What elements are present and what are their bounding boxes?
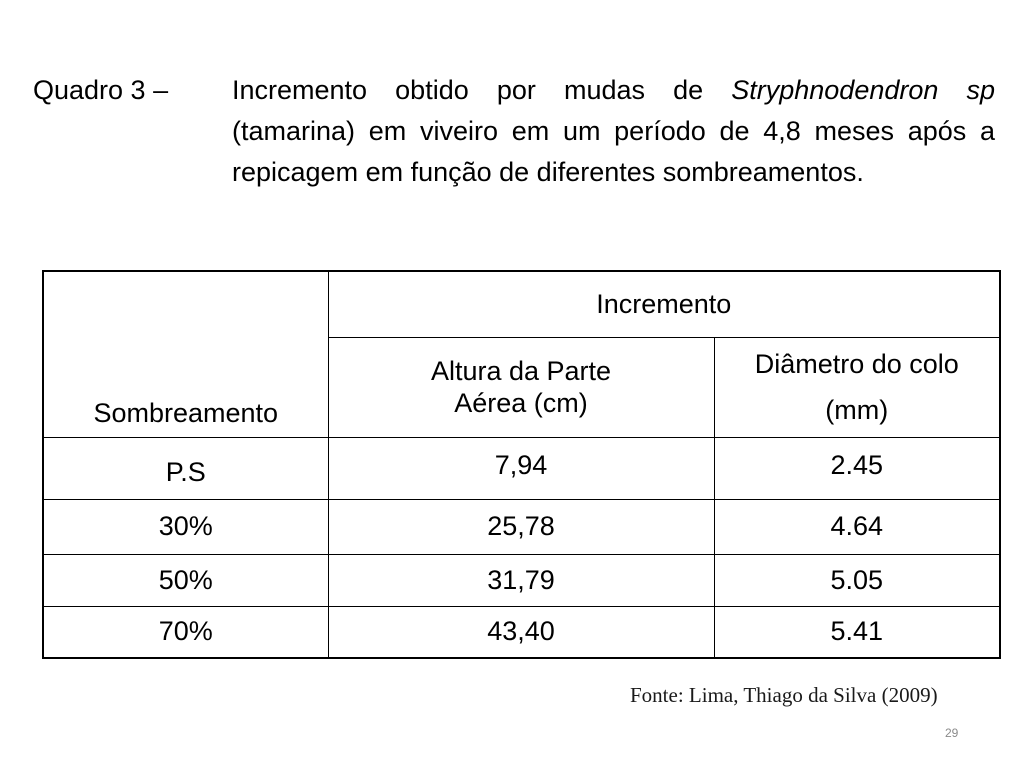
caption-text (232, 70, 995, 193)
table-row (43, 606, 1000, 658)
caption-part-1: Incremento obtido por mudas de (232, 75, 732, 105)
caption-label: Quadro 3 – (33, 75, 169, 105)
caption-part-2: (tamarina) em viveiro em um período de 4,8 meses após a repicagem em função de diferentes sombreamentos. (232, 116, 995, 187)
header-incremento: Incremento (328, 271, 1000, 337)
header-diametro (714, 337, 1000, 437)
cell-diameter: 5.05 (714, 554, 1000, 606)
cell-height: 7,94 (328, 437, 714, 499)
cell-height: 31,79 (328, 554, 714, 606)
header-sombreamento: Sombreamento (43, 271, 328, 437)
cell-diameter: 5.41 (714, 606, 1000, 658)
caption-species-name: Stryphnodendron sp (731, 75, 996, 105)
cell-shading: 70% (43, 606, 328, 658)
cell-shading: P.S (43, 437, 328, 499)
table-row (43, 554, 1000, 606)
cell-height: 43,40 (328, 606, 714, 658)
page-number: 29 (945, 726, 959, 740)
cell-height: 25,78 (328, 499, 714, 554)
header-diametro-line-2: (mm) (825, 395, 889, 425)
cell-diameter: 2.45 (714, 437, 1000, 499)
header-altura (328, 337, 714, 437)
header-altura-text: Altura da Parte Aérea (cm) (430, 356, 612, 418)
cell-shading: 50% (43, 554, 328, 606)
table-row (43, 437, 1000, 499)
header-diametro-line-1: Diâmetro do colo (754, 349, 959, 379)
cell-shading: 30% (43, 499, 328, 554)
cell-diameter: 4.64 (714, 499, 1000, 554)
table-caption (33, 70, 995, 193)
source-citation: Fonte: Lima, Thiago da Silva (2009) (630, 683, 938, 707)
increment-table (42, 270, 1001, 659)
table-row (43, 499, 1000, 554)
